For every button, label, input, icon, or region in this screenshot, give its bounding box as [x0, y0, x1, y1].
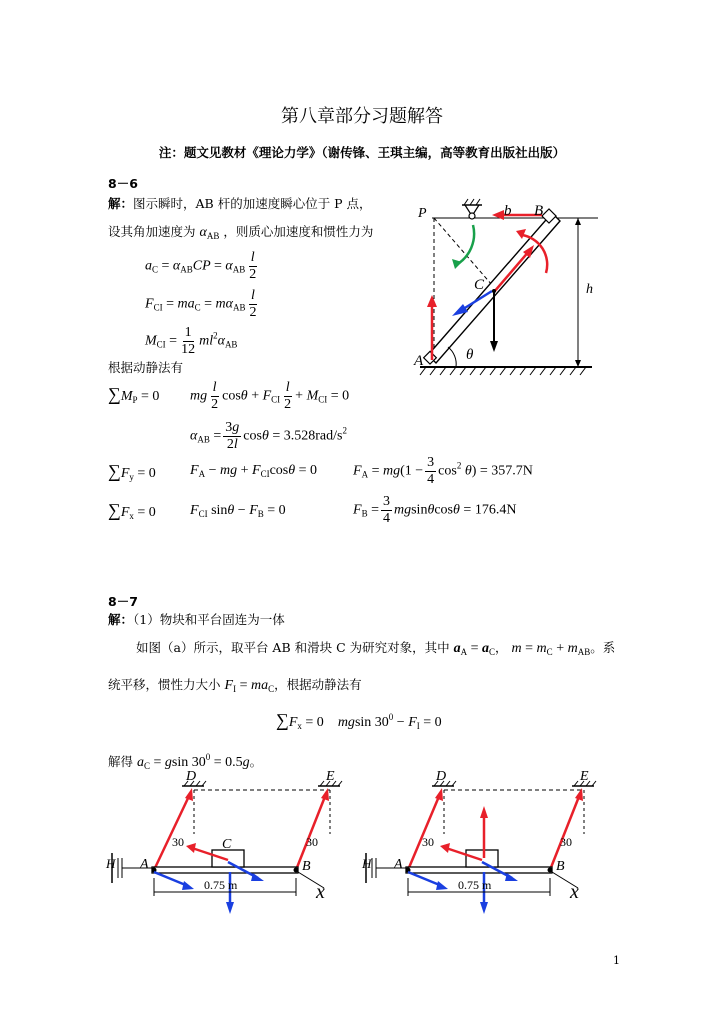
- top-support-pin: [469, 213, 475, 219]
- equation-fb-result: $F_B$ = $\frac{3}{4}$ mgsinθcosθ = 176.4N: [353, 494, 517, 526]
- label-b-b: B: [556, 859, 565, 874]
- solution-line-2: [108, 222, 373, 241]
- fb-value: 176.4N: [474, 502, 517, 518]
- equation-fy-balance: $F_A$ − mg + $F_{CI}\cos\theta = 0$: [190, 463, 318, 479]
- figure-8-7-a: [108, 768, 348, 918]
- equation-alpha-ab: $\alpha_{AB}$ = $\frac{3g}{2l}$ $\cos\theta = 3.528rad/s^2$: [190, 420, 347, 452]
- equation-sum-fy: $\sum F_y = 0$: [108, 461, 156, 482]
- solution-text-2a: 设其角加速度为: [108, 224, 196, 239]
- solution-text-1: 图示瞬时，AB 杆的加速度瞬心位于 P 点，: [133, 196, 372, 211]
- label-x-a: x: [316, 881, 325, 903]
- alpha-value: 3.528rad/s: [283, 428, 343, 444]
- result-equation: $a_C = gsin$ $30^0 = 0.5g$: [137, 752, 250, 771]
- equation-fx-balance: $F_{CI}$ $\sin\theta - F_B = 0$: [190, 503, 286, 519]
- label-p: P: [418, 206, 427, 221]
- solution-8-7-text-1a: 如图（a）所示，取平台 AB 和滑块 C 为研究对象，其中: [136, 640, 450, 655]
- solution-8-7-text-2a: 统平移，惯性力大小: [108, 677, 221, 692]
- force-fci-red: [494, 250, 530, 292]
- label-a: A: [414, 353, 424, 369]
- solution-8-7-text-1b: 。系: [590, 640, 616, 655]
- page-title: 第八章部分习题解答: [281, 106, 443, 127]
- alpha-arc-green: [456, 225, 474, 265]
- result-text-b: 。: [249, 754, 263, 769]
- figure-8-7-b: [364, 768, 604, 918]
- equation-ac: $a_C = \alpha_{AB}CP = \alpha_{AB}$ $\frac{l}{2}$: [145, 250, 257, 282]
- solution-8-7-line-2: 统平移，惯性力大小 $F_I = ma_C$，根据动静法有: [108, 677, 362, 694]
- solution-line-1: [108, 194, 372, 212]
- label-h-b: H: [362, 856, 372, 871]
- center-c: [492, 289, 496, 293]
- equation-fa-result: $F_A = mg(1$ − $\frac{3}{4}$ $\cos^2 \theta) = 357.7N$: [353, 455, 533, 487]
- solution-line-3: 根据动静法有: [108, 360, 184, 375]
- textbook-note: 注：题文见教材《理论力学》（谢传锋、王琪主编，高等教育出版社出版）: [158, 145, 566, 160]
- solution-8-7-label: 解：: [108, 612, 134, 627]
- label-b-length: b: [504, 203, 512, 219]
- problem-number-8-6: 8－6: [108, 176, 138, 191]
- result-text-a: 解得: [108, 754, 134, 769]
- accel-a-blue: [154, 872, 188, 886]
- page-number: 1: [613, 954, 620, 967]
- top-support-hatch: [464, 199, 480, 205]
- label-a-a: A: [140, 857, 149, 872]
- label-b-a: B: [302, 859, 311, 874]
- label-length-b: 0.75 m: [458, 878, 492, 892]
- platform-ab: [152, 867, 298, 873]
- solution-8-7-line-0: [108, 610, 285, 628]
- h-arrow-bottom: [575, 360, 581, 367]
- force-fa-arrowhead: [427, 295, 437, 307]
- equation-8-7-fx: $\sum F_x = 0$ mgsin $30^0 - F_I = 0$: [276, 710, 442, 731]
- label-a-b: A: [394, 857, 403, 872]
- case-1-text: （1）物块和平台固连为一体: [133, 612, 285, 627]
- ground-hatch: [420, 367, 586, 375]
- label-e-b: E: [580, 769, 589, 784]
- alpha-ab-symbol: $\alpha_{AB}$: [199, 225, 220, 241]
- label-c-a: C: [222, 837, 232, 852]
- theta-arc: [448, 347, 456, 367]
- label-angle-right-b: 30: [560, 835, 572, 849]
- label-b-point: B: [534, 203, 544, 219]
- equation-mci: $M_{CI}$ = $\frac{1}{12}$ $ml^2\alpha_{AB}$: [145, 325, 238, 357]
- string-ad-red: [154, 794, 190, 870]
- block-c: [212, 850, 244, 867]
- label-angle-left-b: 30: [422, 835, 434, 849]
- dashed-pc: [434, 218, 492, 285]
- label-h: h: [586, 282, 593, 297]
- label-theta: θ: [466, 347, 474, 363]
- problem-number-8-7: 8－7: [108, 594, 138, 609]
- label-length-a: 0.75 m: [204, 878, 238, 892]
- label-d-b: D: [436, 769, 447, 784]
- label-x-b: x: [570, 881, 579, 903]
- label-e-a: E: [326, 769, 335, 784]
- equation-sum-fx: $\sum F_x = 0$: [108, 500, 156, 521]
- solution-text-2b: ，则质心加速度和惯性力为: [223, 224, 374, 239]
- equation-moment-balance: mg $\frac{l}{2}$ $\cos\theta + F_{CI}$ $\frac{l}{2}$ + $M_{CI} = 0$: [190, 380, 350, 412]
- label-c: C: [474, 277, 485, 293]
- moment-mci-arrowhead: [516, 229, 526, 239]
- solution-8-7-text-2b: ，根据动静法有: [274, 677, 362, 692]
- figure-8-6: [410, 195, 610, 380]
- equation-sum-mp: $\sum M_P = 0$: [108, 384, 160, 405]
- label-h-a: H: [106, 856, 116, 871]
- solution-8-7-line-1: 如图（a）所示，取平台 AB 和滑块 C 为研究对象，其中 $a_A = a_C$， $m = m_C + m_{AB}$。系: [136, 640, 616, 657]
- h-arrow-top: [575, 218, 581, 225]
- equation-fci: $F_{CI} = ma_C = m\alpha_{AB}$ $\frac{l}{2}$: [145, 288, 257, 320]
- label-angle-right-a: 30: [306, 835, 318, 849]
- weight-mg-arrowhead: [490, 341, 498, 352]
- fa-value: 357.7N: [491, 463, 533, 479]
- solution-label: 解：: [108, 196, 134, 211]
- label-angle-left-a: 30: [172, 835, 184, 849]
- label-d-a: D: [186, 769, 197, 784]
- string-be-red: [296, 794, 326, 870]
